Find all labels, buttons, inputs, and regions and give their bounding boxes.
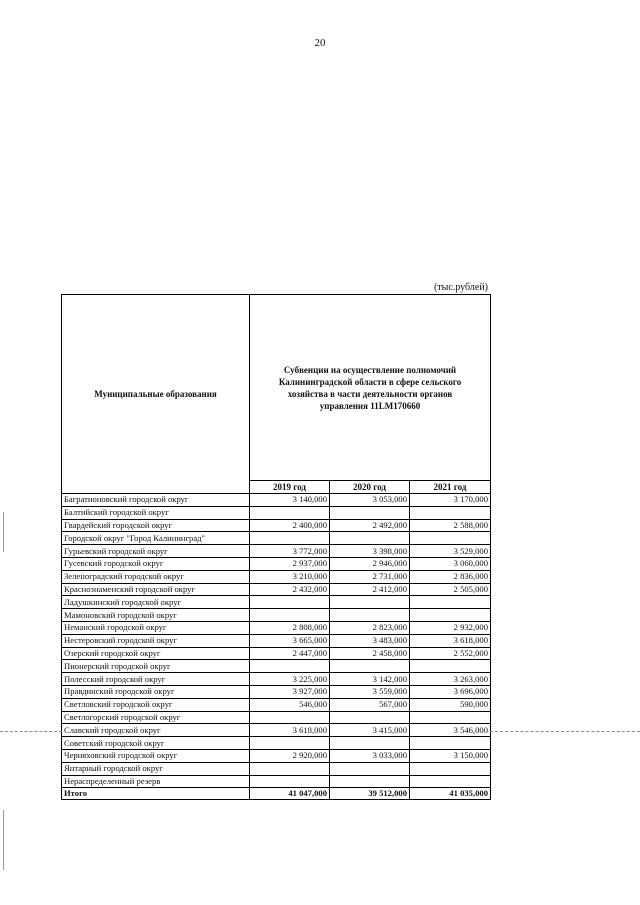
- value-2021: 3 546,000: [410, 724, 491, 737]
- value-2020: 2 492,000: [330, 519, 410, 532]
- municipality-name: Светловский городской округ: [62, 698, 250, 711]
- value-2020: 3 483,000: [330, 634, 410, 647]
- value-2021: 2 552,000: [410, 647, 491, 660]
- value-2021: [410, 596, 491, 609]
- municipality-name: Черняховский городской округ: [62, 749, 250, 762]
- table-row: [62, 749, 491, 762]
- table-row: [62, 545, 491, 558]
- value-2020: [330, 532, 410, 545]
- table-row: [62, 698, 491, 711]
- header-year-2020: 2020 год: [330, 481, 410, 494]
- municipality-name: Неманский городской округ: [62, 621, 250, 634]
- value-2019: 3 772,000: [250, 545, 330, 558]
- scan-edge-mark: [3, 512, 4, 552]
- municipality-name: Полесский городской округ: [62, 673, 250, 686]
- value-2020: [330, 711, 410, 724]
- table-row: [62, 621, 491, 634]
- value-2019: 2 432,000: [250, 583, 330, 596]
- value-2020: 2 412,000: [330, 583, 410, 596]
- value-2019: 2 447,000: [250, 647, 330, 660]
- table-row: [62, 532, 491, 545]
- value-2021: 3 060,000: [410, 557, 491, 570]
- value-2020: 3 142,000: [330, 673, 410, 686]
- table-row: [62, 609, 491, 622]
- value-2019: 3 927,000: [250, 685, 330, 698]
- municipality-name: Мамоновский городской округ: [62, 609, 250, 622]
- scan-edge-mark: [3, 810, 4, 870]
- value-2021: 3 529,000: [410, 545, 491, 558]
- municipality-name: Янтарный городской округ: [62, 762, 250, 775]
- table-row: [62, 775, 491, 788]
- header-year-2021: 2021 год: [410, 481, 491, 494]
- page-number: 20: [314, 37, 326, 49]
- table-row: [62, 506, 491, 519]
- municipality-name: Советский городской округ: [62, 737, 250, 750]
- value-2019: [250, 609, 330, 622]
- value-2019: [250, 532, 330, 545]
- municipality-name: Зеленоградский городской округ: [62, 570, 250, 583]
- municipality-name: Ладушкинский городской округ: [62, 596, 250, 609]
- municipality-name: Балтийский городской округ: [62, 506, 250, 519]
- total-label: Итого: [62, 788, 250, 800]
- total-2021: 41 035,000: [410, 788, 491, 800]
- value-2020: 3 398,000: [330, 545, 410, 558]
- value-2021: [410, 532, 491, 545]
- value-2019: 2 937,000: [250, 557, 330, 570]
- value-2021: [410, 711, 491, 724]
- municipality-name: Городской округ "Город Калининград": [62, 532, 250, 545]
- total-2020: 39 512,000: [330, 788, 410, 800]
- municipality-name: Нераспределенный резерв: [62, 775, 250, 788]
- value-2019: 3 225,000: [250, 673, 330, 686]
- value-2020: 2 946,000: [330, 557, 410, 570]
- value-2021: 2 505,000: [410, 583, 491, 596]
- total-2019: 41 047,000: [250, 788, 330, 800]
- value-2019: [250, 596, 330, 609]
- municipality-name: Пионерский городской округ: [62, 660, 250, 673]
- municipality-name: Гурьевский городской округ: [62, 545, 250, 558]
- value-2019: 3 140,000: [250, 494, 330, 507]
- value-2021: [410, 737, 491, 750]
- value-2019: [250, 711, 330, 724]
- table-row: [62, 685, 491, 698]
- value-2020: [330, 762, 410, 775]
- value-2019: [250, 775, 330, 788]
- value-2019: [250, 737, 330, 750]
- table-row: [62, 557, 491, 570]
- value-2019: 3 665,000: [250, 634, 330, 647]
- municipality-name: Гвардейский городской округ: [62, 519, 250, 532]
- value-2021: [410, 762, 491, 775]
- table-row: [62, 711, 491, 724]
- value-2021: [410, 775, 491, 788]
- value-2021: 2 836,000: [410, 570, 491, 583]
- municipality-name: Нестеровский городской округ: [62, 634, 250, 647]
- value-2021: [410, 660, 491, 673]
- value-2020: [330, 660, 410, 673]
- table-row: [62, 583, 491, 596]
- value-2019: [250, 762, 330, 775]
- table-row: [62, 634, 491, 647]
- value-2020: [330, 775, 410, 788]
- subvention-table: [61, 294, 491, 800]
- municipality-name: Озерский городской округ: [62, 647, 250, 660]
- table-row: [62, 673, 491, 686]
- table-row: [62, 494, 491, 507]
- value-2020: [330, 596, 410, 609]
- value-2021: 3 150,000: [410, 749, 491, 762]
- total-row: [62, 788, 491, 800]
- value-2019: [250, 660, 330, 673]
- municipality-name: Светлогорский городской округ: [62, 711, 250, 724]
- municipality-name: Гусевский городской округ: [62, 557, 250, 570]
- value-2020: 567,000: [330, 698, 410, 711]
- header-year-2019: 2019 год: [250, 481, 330, 494]
- value-2021: 3 696,000: [410, 685, 491, 698]
- units-label: (тыс.рублей): [433, 282, 488, 293]
- value-2019: 546,000: [250, 698, 330, 711]
- scan-artifact-left: [0, 731, 62, 732]
- table-row: [62, 570, 491, 583]
- value-2019: 2 920,000: [250, 749, 330, 762]
- value-2020: [330, 506, 410, 519]
- table-row: [62, 724, 491, 737]
- value-2021: [410, 506, 491, 519]
- table-row: [62, 647, 491, 660]
- value-2021: 3 618,000: [410, 634, 491, 647]
- scan-artifact-right: [490, 731, 640, 732]
- value-2021: 2 588,000: [410, 519, 491, 532]
- value-2019: 3 210,000: [250, 570, 330, 583]
- value-2021: 3 263,000: [410, 673, 491, 686]
- value-2020: [330, 609, 410, 622]
- header-subvention: Субвенции на осуществление полномочий Калининградской области в сфере сельского хозяйства в части деятельности органов управления 11LМ170660: [250, 295, 491, 481]
- value-2021: 590,000: [410, 698, 491, 711]
- municipality-name: Краснознаменский городской округ: [62, 583, 250, 596]
- table-row: [62, 519, 491, 532]
- table-row: [62, 762, 491, 775]
- table-row: [62, 660, 491, 673]
- value-2020: 3 033,000: [330, 749, 410, 762]
- value-2019: 2 400,000: [250, 519, 330, 532]
- value-2019: 2 808,000: [250, 621, 330, 634]
- table-row: [62, 737, 491, 750]
- value-2020: 2 458,000: [330, 647, 410, 660]
- value-2021: 2 932,000: [410, 621, 491, 634]
- value-2020: 2 823,000: [330, 621, 410, 634]
- header-municipality: Муниципальные образования: [62, 295, 250, 494]
- value-2021: [410, 609, 491, 622]
- value-2019: 3 618,000: [250, 724, 330, 737]
- municipality-name: Багратионовский городской округ: [62, 494, 250, 507]
- table-body: [62, 494, 491, 788]
- value-2020: 3 559,000: [330, 685, 410, 698]
- value-2019: [250, 506, 330, 519]
- value-2020: 2 731,000: [330, 570, 410, 583]
- municipality-name: Славский городской округ: [62, 724, 250, 737]
- municipality-name: Правдинский городской округ: [62, 685, 250, 698]
- value-2020: 3 415,000: [330, 724, 410, 737]
- value-2020: [330, 737, 410, 750]
- value-2021: 3 170,000: [410, 494, 491, 507]
- table-row: [62, 596, 491, 609]
- value-2020: 3 053,000: [330, 494, 410, 507]
